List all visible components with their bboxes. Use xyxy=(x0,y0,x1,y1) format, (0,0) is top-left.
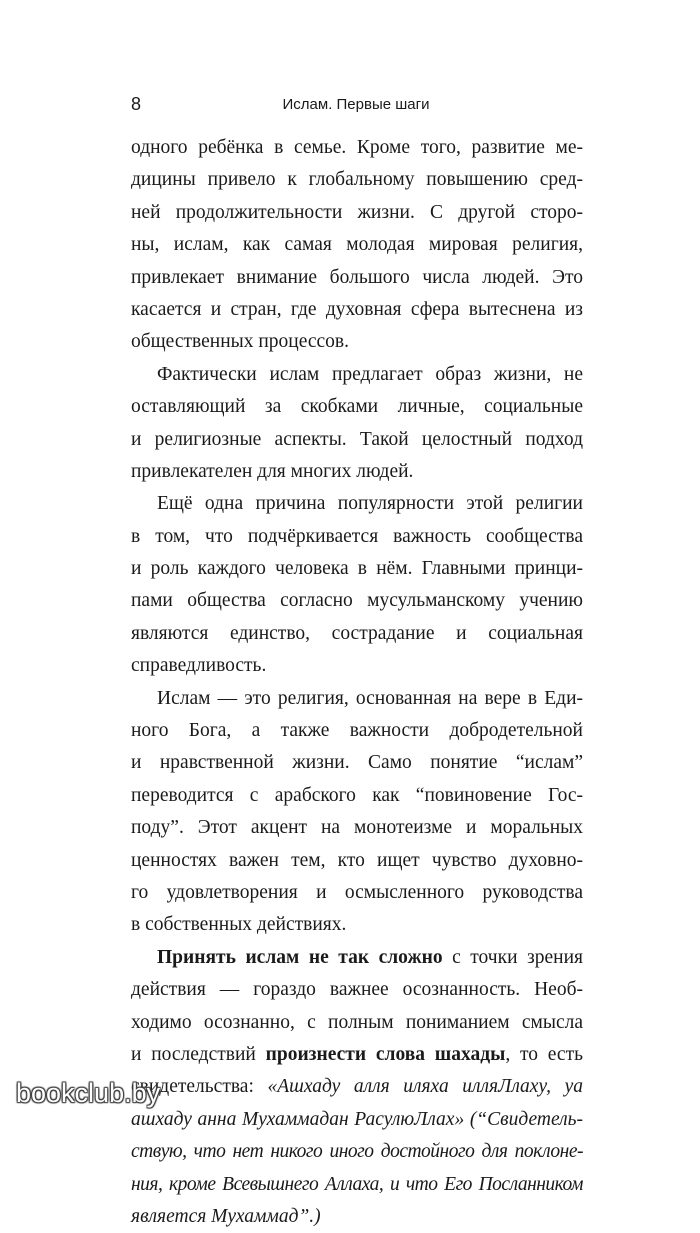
text-line: ного Бога, а также важности добродетельной xyxy=(131,720,583,742)
text-line xyxy=(131,1104,583,1136)
text-line: Фактически ислам предлагает образ жизни, не xyxy=(157,363,583,385)
italic-phrase: (“Свидетель- xyxy=(464,1108,583,1130)
text-line: привлекает внимание большого числа людей. Это xyxy=(131,266,583,288)
text-line: в том, что подчёркивается важность сообщества xyxy=(131,525,583,547)
italic-phrase: «Ашхаду алля иляха илляЛлаху, уа xyxy=(267,1076,584,1098)
text-line: оставляющий за скобками личные, социальные xyxy=(131,396,583,418)
text-line: и нравственной жизни. Само понятие “ислам” xyxy=(131,752,583,774)
text-line: общественных процессов. xyxy=(131,331,350,353)
running-title: Ислам. Первые шаги xyxy=(282,96,430,113)
text-run: и последствий xyxy=(131,1043,266,1065)
text-line: являются единство, сострадание и социальная xyxy=(131,622,583,644)
text-line: является Мухаммад”.) xyxy=(131,1205,321,1227)
text-line: ходимо осознанно, с полным пониманием смысла xyxy=(131,1011,583,1033)
text-line: в собственных действиях. xyxy=(131,914,347,936)
text-line: поду”. Этот акцент на монотеизме и моральных xyxy=(131,817,583,839)
text-line xyxy=(131,1039,583,1071)
text-line: и религиозные аспекты. Такой целостный подход xyxy=(131,428,583,450)
text-line: ценностях важен тем, кто ищет чувство духовно- xyxy=(131,849,583,871)
text-line: ны, ислам, как самая молодая мировая религия, xyxy=(131,234,583,256)
text-line: ствую, что нет никого иного достойного для поклоне- xyxy=(131,1141,583,1163)
text-run: свидетельства: xyxy=(131,1076,268,1098)
italic-phrase: ашхаду анна Мухаммадан РасулюЛлах» xyxy=(131,1108,465,1130)
text-line: и роль каждого человека в нём. Главными принци- xyxy=(131,558,583,580)
text-line: Ислам — это религия, основанная на вере в Еди- xyxy=(157,687,583,709)
text-line: ния, кроме Всевышнего Аллаха, и что Его Посланником xyxy=(131,1173,583,1195)
text-line: го удовлетворения и осмысленного руководства xyxy=(131,881,583,903)
text-run: с точки зрения xyxy=(442,946,583,968)
body-text xyxy=(131,132,583,1233)
text-line: одного ребёнка в семье. Кроме того, развитие ме- xyxy=(131,137,583,158)
text-line: касается и стран, где духовная сфера вытеснена из xyxy=(131,298,583,320)
text-line: дицины привело к глобальному повышению сред- xyxy=(131,169,583,191)
text-line: ней продолжительности жизни. С другой сторо- xyxy=(131,201,583,223)
text-line: привлекателен для многих людей. xyxy=(131,460,414,482)
text-line xyxy=(131,1071,583,1103)
page-header xyxy=(131,94,581,118)
text-line: Ещё одна причина популярности этой религии xyxy=(157,493,583,515)
page-number: 8 xyxy=(131,94,142,114)
text-line: переводится с арабского как “повиновение Гос- xyxy=(131,784,583,806)
text-run: , то есть xyxy=(505,1043,583,1065)
bold-phrase: произнести слова шахады xyxy=(265,1043,506,1065)
text-line xyxy=(131,942,583,974)
bold-phrase: Принять ислам не так сложно xyxy=(157,946,443,968)
watermark: bookclub.by xyxy=(16,1078,161,1108)
text-line: пами общества согласно мусульманскому учению xyxy=(131,590,583,612)
text-line: действия — гораздо важнее осознанность. Необ- xyxy=(131,979,583,1001)
text-line: справедливость. xyxy=(131,655,267,677)
